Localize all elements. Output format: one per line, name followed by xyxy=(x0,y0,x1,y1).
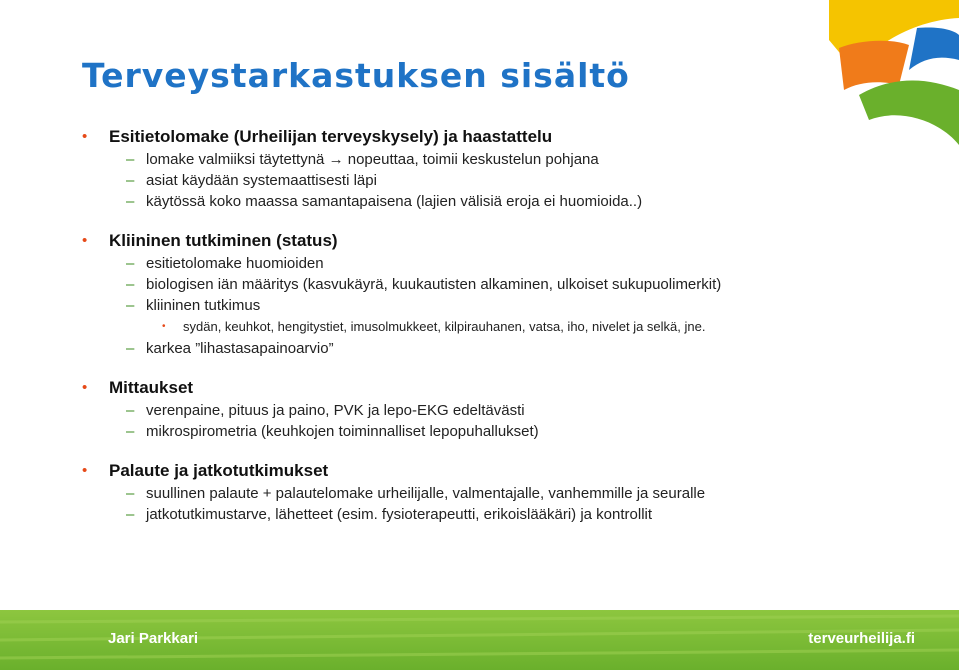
list-item-text: esitietolomake huomioiden xyxy=(146,255,324,272)
bullet-dot-icon: • xyxy=(82,379,88,396)
list-item xyxy=(126,338,932,359)
footer-bar xyxy=(0,610,959,670)
list-item xyxy=(126,483,932,504)
section xyxy=(82,126,932,212)
dash-marker-icon: – xyxy=(126,506,135,523)
list-item-text: biologisen iän määritys (kasvukäyrä, kuukautisten alkaminen, ulkoiset sukupuolimerkit) xyxy=(146,276,722,293)
section xyxy=(82,377,932,442)
dash-marker-icon: – xyxy=(126,172,135,189)
dash-marker-icon: – xyxy=(126,423,135,440)
list-item-text: verenpaine, pituus ja paino, PVK ja lepo-EKG edeltävästi xyxy=(146,402,525,419)
list-item-text: kliininen tutkimus xyxy=(146,297,261,314)
sub-list-item-text: sydän, keuhkot, hengitystiet, imusolmukkeet, kilpirauhanen, vatsa, iho, nivelet ja selkä, jne. xyxy=(183,319,706,334)
list-item-text: asiat käydään systemaattisesti läpi xyxy=(146,172,377,189)
section-heading-row xyxy=(82,460,932,482)
list-item xyxy=(126,295,932,316)
list-item-text: jatkotutkimustarve, lähetteet (esim. fysioterapeutti, erikoislääkäri) ja kontrollit xyxy=(146,506,653,523)
sub-list xyxy=(82,149,932,212)
section xyxy=(82,460,932,525)
section-heading-row xyxy=(82,126,932,148)
section-heading: Kliininen tutkiminen (status) xyxy=(109,231,338,250)
section-heading-row xyxy=(82,377,932,399)
list-item-text: käytössä koko maassa samantapaisena (lajien välisiä eroja ei huomioida..) xyxy=(146,193,643,210)
section-heading: Esitietolomake (Urheilijan terveyskysely) ja haastattelu xyxy=(109,127,553,146)
list-item xyxy=(126,191,932,212)
dash-marker-icon: – xyxy=(126,193,135,210)
sub-list-item xyxy=(162,318,932,336)
dash-marker-icon: – xyxy=(126,255,135,272)
list-item-text: mikrospirometria (keuhkojen toiminnalliset lepopuhallukset) xyxy=(146,423,539,440)
dash-marker-icon: – xyxy=(126,485,135,502)
bullet-dot-icon: • xyxy=(82,462,88,479)
slide-title: Terveystarkastuksen sisältö xyxy=(82,56,630,95)
dash-marker-icon: – xyxy=(126,151,135,168)
list-item xyxy=(126,253,932,274)
sub-list xyxy=(82,253,932,359)
section-heading-row xyxy=(82,230,932,252)
dash-marker-icon: – xyxy=(126,276,135,293)
list-item xyxy=(126,149,932,170)
list-item-text: lomake valmiiksi täytettynä → nopeuttaa, toimii keskustelun pohjana xyxy=(146,151,599,168)
list-item xyxy=(126,400,932,421)
section-heading: Palaute ja jatkotutkimukset xyxy=(109,461,329,480)
list-item xyxy=(126,504,932,525)
bullet-dot-icon: • xyxy=(82,232,88,249)
section-heading: Mittaukset xyxy=(109,378,194,397)
sub-list xyxy=(82,400,932,442)
dash-marker-icon: – xyxy=(126,297,135,314)
list-item xyxy=(126,274,932,295)
list-item-text: karkea ”lihastasapainoarvio” xyxy=(146,340,334,357)
list-item xyxy=(126,421,932,442)
bullet-dot-icon: • xyxy=(82,128,88,145)
dash-marker-icon: – xyxy=(126,402,135,419)
dash-marker-icon: – xyxy=(126,340,135,357)
footer-author: Jari Parkkari xyxy=(108,630,199,647)
sub-list xyxy=(82,483,932,525)
footer-site: terveurheilija.fi xyxy=(808,630,915,647)
section xyxy=(82,230,932,359)
slide-content xyxy=(82,126,932,543)
list-item xyxy=(126,170,932,191)
small-bullet-icon: • xyxy=(162,321,166,332)
list-item-text: suullinen palaute + palautelomake urheilijalle, valmentajalle, vanhemmille ja seuralle xyxy=(146,485,706,502)
